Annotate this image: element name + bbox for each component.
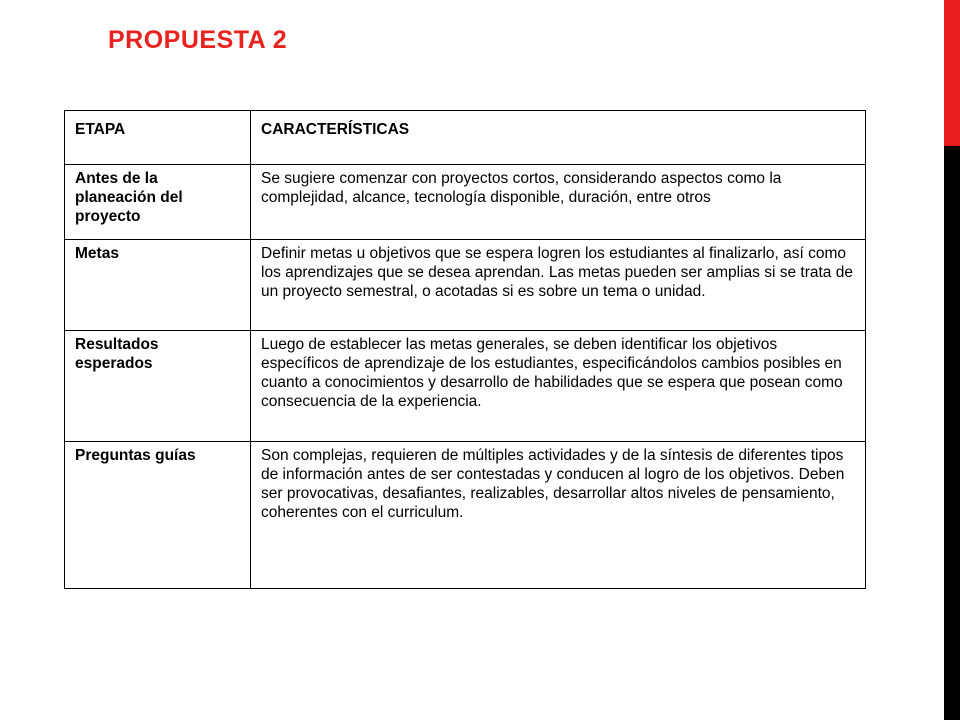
- table-row: [65, 165, 866, 240]
- row-stage-cell: Metas: [65, 240, 251, 331]
- table-row: [65, 240, 866, 331]
- right-edge-accent: [944, 0, 960, 146]
- row-stage-cell: Resultados esperados: [65, 331, 251, 442]
- row-characteristics-cell: Luego de establecer las metas generales, se deben identificar los objetivos específicos de aprendizaje de los estudiantes, especificándolos cambios posibles en cuanto a conocimientos y desarrollo de habilidades que se espera que posean como consecuencia de la experiencia.: [251, 331, 866, 442]
- row-stage-cell: Antes de la planeación del proyecto: [65, 165, 251, 240]
- table-row: [65, 442, 866, 589]
- right-edge-bar: [944, 0, 960, 720]
- header-characteristics: CARACTERÍSTICAS: [251, 111, 866, 165]
- row-characteristics-cell: Se sugiere comenzar con proyectos cortos, considerando aspectos como la complejidad, alcance, tecnología disponible, duración, entre otros: [251, 165, 866, 240]
- header-stage: ETAPA: [65, 111, 251, 165]
- row-characteristics-cell: Son complejas, requieren de múltiples actividades y de la síntesis de diferentes tipos de información antes de ser contestadas y conducen al logro de los objetivos. Deben ser provocativas, desafiantes, realizables, desarrollar altos niveles de pensamiento, coherentes con el curriculum.: [251, 442, 866, 589]
- slide-title: PROPUESTA 2: [108, 26, 288, 54]
- row-stage-cell: Preguntas guías: [65, 442, 251, 589]
- row-characteristics-cell: Definir metas u objetivos que se espera logren los estudiantes al finalizarlo, así como los aprendizajes que se desea aprendan. Las metas pueden ser amplias si se trata de un proyecto semestral, o acotadas si es sobre un tema o unidad.: [251, 240, 866, 331]
- table-header-row: [65, 111, 866, 165]
- stages-table: [64, 110, 866, 589]
- table-row: [65, 331, 866, 442]
